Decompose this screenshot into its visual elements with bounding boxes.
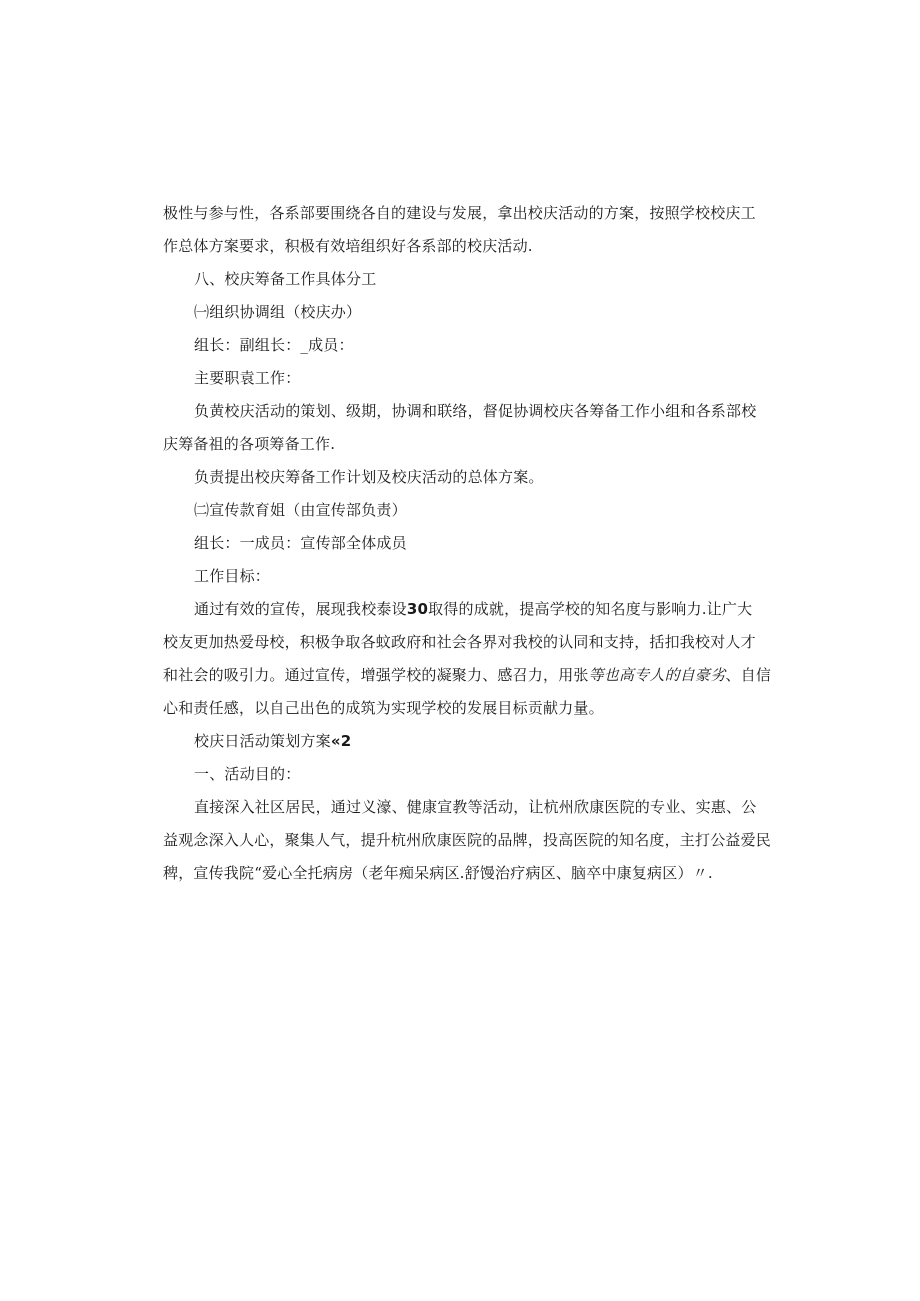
text-run: 校庆日活动策划方案	[194, 732, 331, 750]
paragraph-line	[163, 659, 778, 692]
paragraph-line	[163, 593, 778, 626]
paragraph-line: 稗，宣传我院“爱心全托病房（老年痴呆病区.舒馒治疗病区、脑卒中康复病区）〃.	[163, 864, 713, 882]
subsection-heading: ㈠组织协调组（校庆办）	[194, 303, 362, 321]
text-run: 、自信	[725, 666, 772, 684]
text-run-italic: 等也高专人的自豪劣	[588, 666, 726, 684]
paragraph-line: 直接深入社区居民，通过义濠、健康宣教等活动，让杭州欣康医院的专业、实惠、公	[194, 798, 757, 816]
text-run: 取得的成就，提高学校的知名度与影响力.让广大	[428, 600, 753, 618]
paragraph-line: 心和责任感，以自己出色的成筑为实现学校的发展目标贡献力量。	[163, 699, 604, 717]
paragraph-line: 益观念深入人心，聚集人气，提升杭州欣康医院的品牌，投高医院的知名度，主打公益爱民	[163, 831, 772, 849]
paragraph-line: 作总体方案要求，积极有效培组织好各系部的校庆活动.	[163, 237, 533, 255]
paragraph-line: 主要职袁工作：	[194, 369, 301, 387]
paragraph-line: 校友更加热爱母校，积极争取各蚊政府和社会各界对我校的认同和支持，括扣我校对人才	[163, 633, 756, 651]
text-run: 和社会的吸引力。通过宣传，增强学校的凝聚力、感召力，用张	[163, 666, 589, 684]
paragraph-line: 工作目标：	[194, 567, 271, 585]
paragraph-line: 极性与参与性，各系部要围绕各自的建设与发展，拿出校庆活动的方案，按照学校校庆工	[163, 204, 756, 222]
paragraph-line: 组长：副组长：_成员：	[194, 336, 354, 354]
paragraph-line: 组长：一成员：宣传部全体成员	[194, 534, 407, 552]
paragraph-line: 负黄校庆活动的策划、级期，协调和联络，督促协调校庆各筹备工作小组和各系部校	[194, 402, 757, 420]
section-title	[163, 725, 778, 758]
text-run-bold: «2	[330, 732, 352, 750]
section-heading: 一、活动目的：	[194, 765, 301, 783]
section-heading: 八、校庆筹备工作具体分工	[194, 270, 377, 288]
document-body	[163, 197, 778, 890]
paragraph-line: 庆筹备祖的各项筹备工作.	[163, 435, 336, 453]
paragraph-line: 负责提出校庆筹备工作计划及校庆活动的总体方案。	[194, 468, 544, 486]
text-run-bold: 30	[406, 600, 429, 618]
text-run: 通过有效的宣传，展现我校泰设	[194, 600, 407, 618]
subsection-heading: ㈡宣传款育姐（由宣传部负责）	[194, 501, 407, 519]
